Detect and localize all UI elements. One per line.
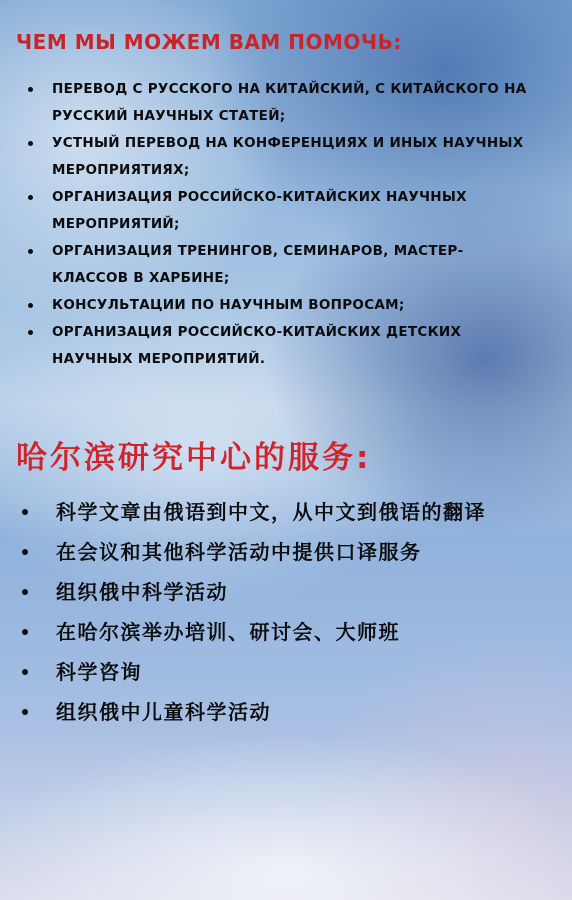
bullet-dot bbox=[28, 249, 33, 254]
russian-services-list bbox=[26, 76, 538, 373]
chinese-services-list bbox=[20, 492, 568, 732]
bullet-dot bbox=[28, 330, 33, 335]
list-item-text: 科学文章由俄语到中文，从中文到俄语的翻译 bbox=[56, 500, 486, 524]
list-item bbox=[26, 319, 538, 373]
list-item bbox=[20, 692, 568, 732]
list-item bbox=[20, 652, 568, 692]
bullet-dot bbox=[28, 87, 33, 92]
russian-section-title: ЧЕМ МЫ МОЖЕМ ВАМ ПОМОЧЬ: bbox=[16, 30, 402, 54]
list-item bbox=[26, 76, 538, 130]
list-item-text: УСТНЫЙ ПЕРЕВОД НА КОНФЕРЕНЦИЯХ И ИНЫХ НАУЧНЫХ МЕРОПРИЯТИЯХ; bbox=[52, 135, 524, 178]
bullet-dot bbox=[22, 629, 28, 635]
list-item bbox=[20, 572, 568, 612]
list-item bbox=[20, 532, 568, 572]
bullet-dot bbox=[28, 195, 33, 200]
bullet-dot bbox=[28, 303, 33, 308]
list-item bbox=[20, 492, 568, 532]
list-item bbox=[20, 612, 568, 652]
list-item-text: 科学咨询 bbox=[56, 660, 142, 684]
bullet-dot bbox=[22, 549, 28, 555]
bullet-dot bbox=[22, 509, 28, 515]
bullet-dot bbox=[22, 589, 28, 595]
chinese-section-title: 哈尔滨研究中心的服务: bbox=[16, 440, 372, 476]
list-item-text: ОРГАНИЗАЦИЯ ТРЕНИНГОВ, СЕМИНАРОВ, МАСТЕР-КЛАССОВ В ХАРБИНЕ; bbox=[52, 243, 464, 286]
bullet-dot bbox=[28, 141, 33, 146]
list-item bbox=[26, 238, 538, 292]
list-item-text: 在会议和其他科学活动中提供口译服务 bbox=[56, 540, 422, 564]
list-item-text: ПЕРЕВОД С РУССКОГО НА КИТАЙСКИЙ, С КИТАЙСКОГО НА РУССКИЙ НАУЧНЫХ СТАТЕЙ; bbox=[52, 81, 527, 124]
bullet-dot bbox=[22, 709, 28, 715]
list-item bbox=[26, 292, 538, 319]
list-item-text: 在哈尔滨举办培训、研讨会、大师班 bbox=[56, 620, 400, 644]
list-item-text: ОРГАНИЗАЦИЯ РОССИЙСКО-КИТАЙСКИХ ДЕТСКИХ НАУЧНЫХ МЕРОПРИЯТИЙ. bbox=[52, 324, 462, 367]
list-item bbox=[26, 184, 538, 238]
list-item-text: ОРГАНИЗАЦИЯ РОССИЙСКО-КИТАЙСКИХ НАУЧНЫХ МЕРОПРИЯТИЙ; bbox=[52, 189, 467, 232]
list-item bbox=[26, 130, 538, 184]
bullet-dot bbox=[22, 669, 28, 675]
list-item-text: 组织俄中科学活动 bbox=[56, 580, 228, 604]
list-item-text: КОНСУЛЬТАЦИИ ПО НАУЧНЫМ ВОПРОСАМ; bbox=[52, 297, 405, 313]
list-item-text: 组织俄中儿童科学活动 bbox=[56, 700, 271, 724]
